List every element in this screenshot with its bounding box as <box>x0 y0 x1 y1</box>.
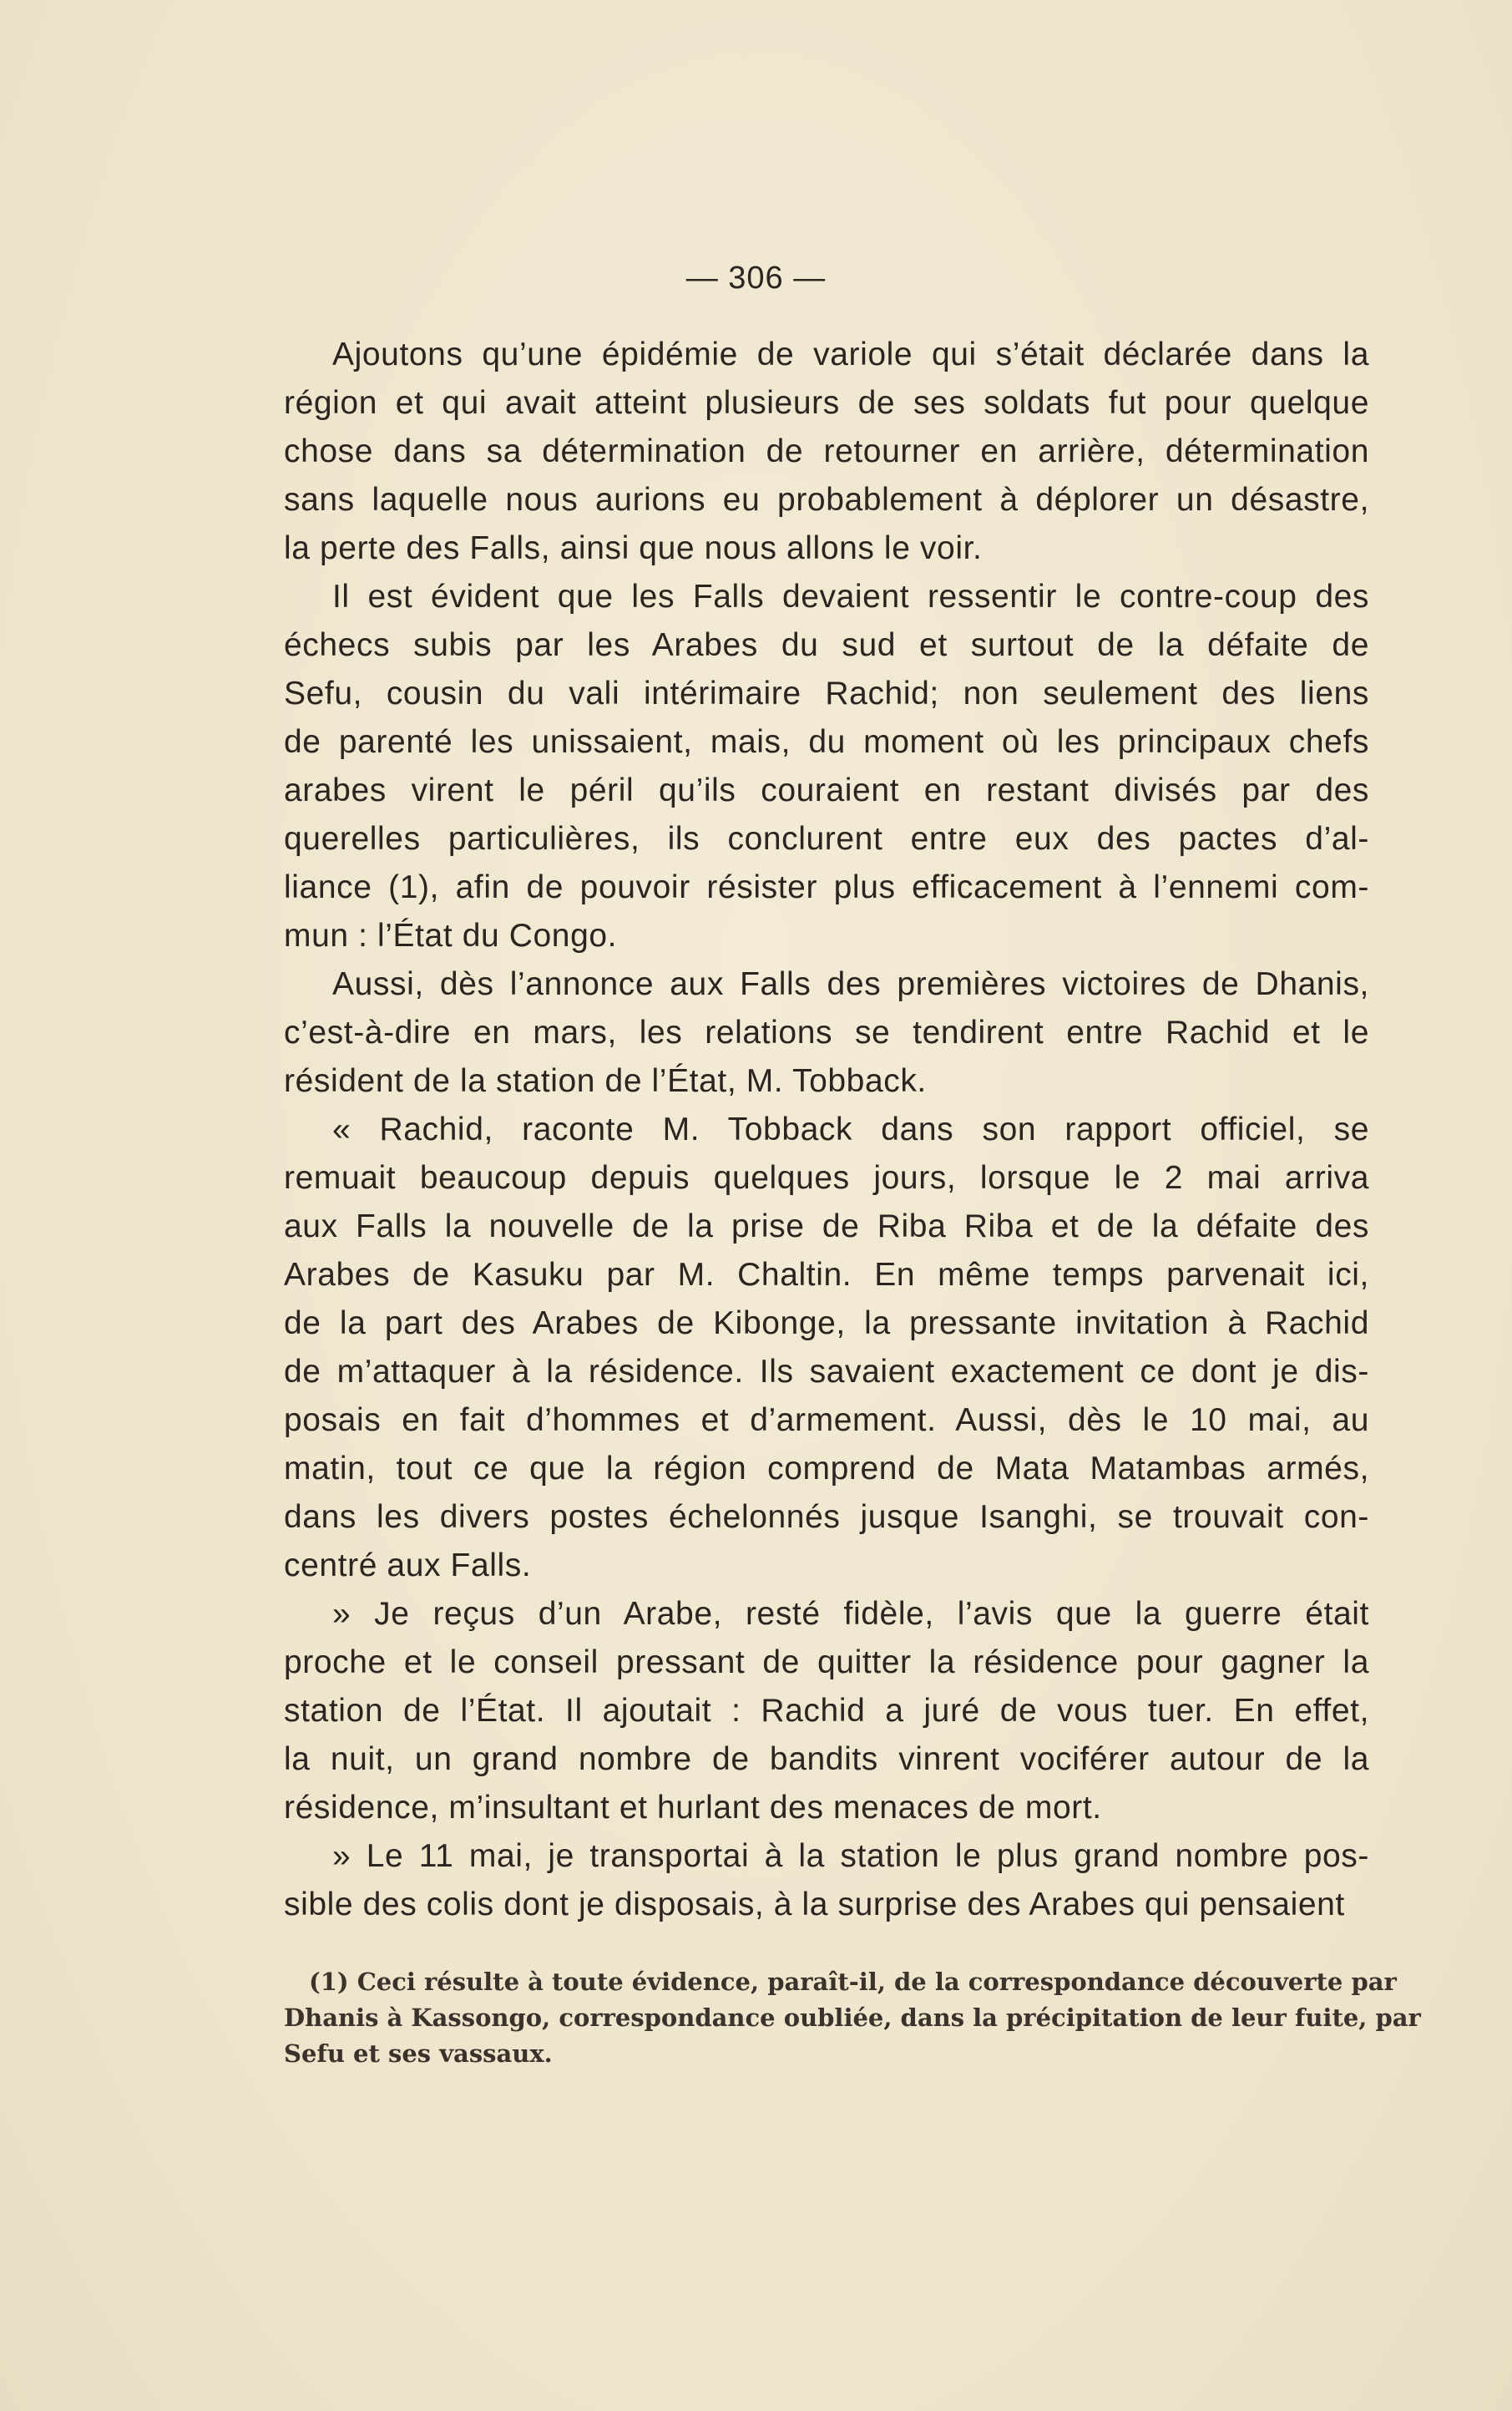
paragraph-4-line: « Rachid, raconte M. Tobback dans son rapport officiel, se <box>332 1112 1369 1147</box>
paragraph-2-line: liance (1), afin de pouvoir résister plus efficacement à l’ennemi com- <box>284 869 1369 905</box>
paragraph-4-line: matin, tout ce que la région comprend de Mata Matambas armés, <box>284 1451 1369 1487</box>
paragraph-5-line: station de l’État. Il ajoutait : Rachid a juré de vous tuer. En effet, <box>284 1693 1369 1729</box>
paragraph-5-line: la nuit, un grand nombre de bandits vinrent vociférer autour de la <box>284 1741 1369 1777</box>
paragraph-4-line: aux Falls la nouvelle de la prise de Riba Riba et de la défaite des <box>284 1208 1369 1244</box>
paragraph-2-line: querelles particulières, ils conclurent entre eux des pactes d’al- <box>284 821 1369 857</box>
paragraph-2-line: Il est évident que les Falls devaient ressentir le contre-coup des <box>332 579 1369 615</box>
paragraph-2-line: Sefu, cousin du vali intérimaire Rachid; non seulement des liens <box>284 676 1369 712</box>
footnote-line: Dhanis à Kassongo, correspondance oubliée, dans la précipitation de leur fuite, par <box>284 2003 1421 2032</box>
paragraph-2-line: de parenté les unissaient, mais, du moment où les principaux chefs <box>284 724 1369 760</box>
paragraph-1-line: la perte des Falls, ainsi que nous allons le voir. <box>284 530 983 566</box>
paragraph-6-line: » Le 11 mai, je transportai à la station le plus grand nombre pos- <box>332 1838 1369 1874</box>
paragraph-1-line: Ajoutons qu’une épidémie de variole qui s’était déclarée dans la <box>332 337 1369 372</box>
paragraph-4-line: Arabes de Kasuku par M. Chaltin. En même temps parvenait ici, <box>284 1257 1369 1293</box>
paragraph-2-line: mun : l’État du Congo. <box>284 918 618 954</box>
paragraph-2-line: échecs subis par les Arabes du sud et surtout de la défaite de <box>284 627 1369 663</box>
paragraph-5-line: résidence, m’insultant et hurlant des menaces de mort. <box>284 1790 1102 1826</box>
paragraph-5-line: » Je reçus d’un Arabe, resté fidèle, l’avis que la guerre était <box>332 1596 1369 1632</box>
paragraph-1-line: région et qui avait atteint plusieurs de ses soldats fut pour quelque <box>284 385 1369 421</box>
paragraph-4-line: de la part des Arabes de Kibonge, la pressante invitation à Rachid <box>284 1305 1369 1341</box>
page-number: — 306 — <box>685 261 827 296</box>
paragraph-2-line: arabes virent le péril qu’ils couraient en restant divisés par des <box>284 772 1369 808</box>
paragraph-4-line: remuait beaucoup depuis quelques jours, lorsque le 2 mai arriva <box>284 1160 1369 1196</box>
footnote-line: Sefu et ses vassaux. <box>284 2039 553 2068</box>
footnote-line: (1) Ceci résulte à toute évidence, paraît-il, de la correspondance découverte par <box>309 1968 1397 1996</box>
footnote <box>284 1964 1421 2072</box>
paragraph-1-line: chose dans sa détermination de retourner en arrière, détermination <box>284 433 1369 469</box>
body-text <box>284 331 1369 1929</box>
paragraph-6-line: sible des colis dont je disposais, à la surprise des Arabes qui pensaient <box>284 1887 1345 1922</box>
paragraph-1-line: sans laquelle nous aurions eu probablement à déplorer un désastre, <box>284 482 1369 518</box>
paragraph-5-line: proche et le conseil pressant de quitter la résidence pour gagner la <box>284 1644 1369 1680</box>
paragraph-3-line: c’est-à-dire en mars, les relations se tendirent entre Rachid et le <box>284 1015 1369 1051</box>
paragraph-4-line: centré aux Falls. <box>284 1547 532 1583</box>
paragraph-4-line: posais en fait d’hommes et d’armement. Aussi, dès le 10 mai, au <box>284 1402 1369 1438</box>
paragraph-3-line: résident de la station de l’État, M. Tobback. <box>284 1063 927 1099</box>
paragraph-4-line: dans les divers postes échelonnés jusque Isanghi, se trouvait con- <box>284 1499 1369 1535</box>
paragraph-3-line: Aussi, dès l’annonce aux Falls des premières victoires de Dhanis, <box>332 966 1369 1002</box>
paragraph-4-line: de m’attaquer à la résidence. Ils savaient exactement ce dont je dis- <box>284 1354 1369 1390</box>
